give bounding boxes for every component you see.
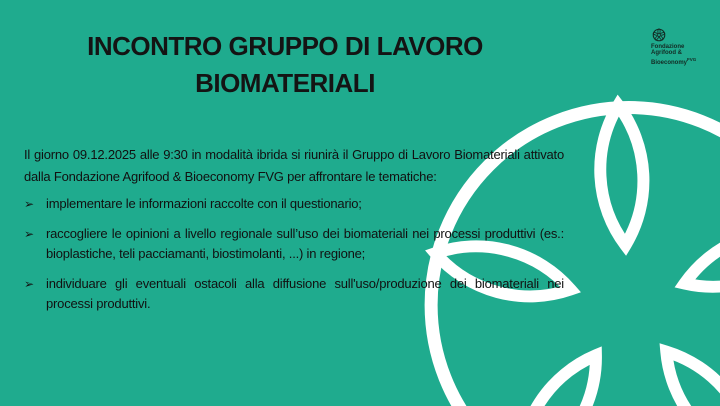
bullet-text: implementare le informazioni raccolte con il questionario; xyxy=(46,196,362,211)
logo-text-suffix: FVG xyxy=(687,56,697,62)
bullet-item xyxy=(24,224,564,264)
logo-text-line3: Bioeconomy$^{FVG}$ xyxy=(651,56,697,66)
flower-circle-icon xyxy=(652,28,666,42)
bullet-text: raccogliere le opinioni a livello regionale sull’uso dei biomateriali nei processi produttivi (es.: bioplastiche, teli pacciamanti, biostimolanti, ...) in regione; xyxy=(46,226,564,261)
bullet-list xyxy=(24,194,564,324)
bullet-text: individuare gli eventuali ostacoli alla diffusione sull'uso/produzione dei biomateriali nei processi produttivi. xyxy=(46,276,564,311)
slide-title-line1: INCONTRO GRUPPO DI LAVORO xyxy=(87,31,483,61)
arrow-bullet-icon: ➢ xyxy=(24,197,34,211)
logo-text-line2: Agrifood & xyxy=(651,50,682,57)
slide-title xyxy=(15,28,555,102)
logo-text-line1: Fondazione xyxy=(651,44,685,50)
logo-text xyxy=(651,44,713,66)
arrow-bullet-icon: ➢ xyxy=(24,277,34,291)
arrow-bullet-icon: ➢ xyxy=(24,227,34,241)
bullet-item xyxy=(24,194,564,214)
slide-title-line2: BIOMATERIALI xyxy=(195,68,375,98)
bullet-item xyxy=(24,274,564,314)
intro-paragraph: Il giorno 09.12.2025 alle 9:30 in modalità ibrida si riunirà il Gruppo di Lavoro Biomateriali attivato dalla Fondazione Agrifood & Bioeconomy FVG per affrontare le tematiche: xyxy=(24,147,564,184)
fondazione-logo xyxy=(651,28,713,66)
